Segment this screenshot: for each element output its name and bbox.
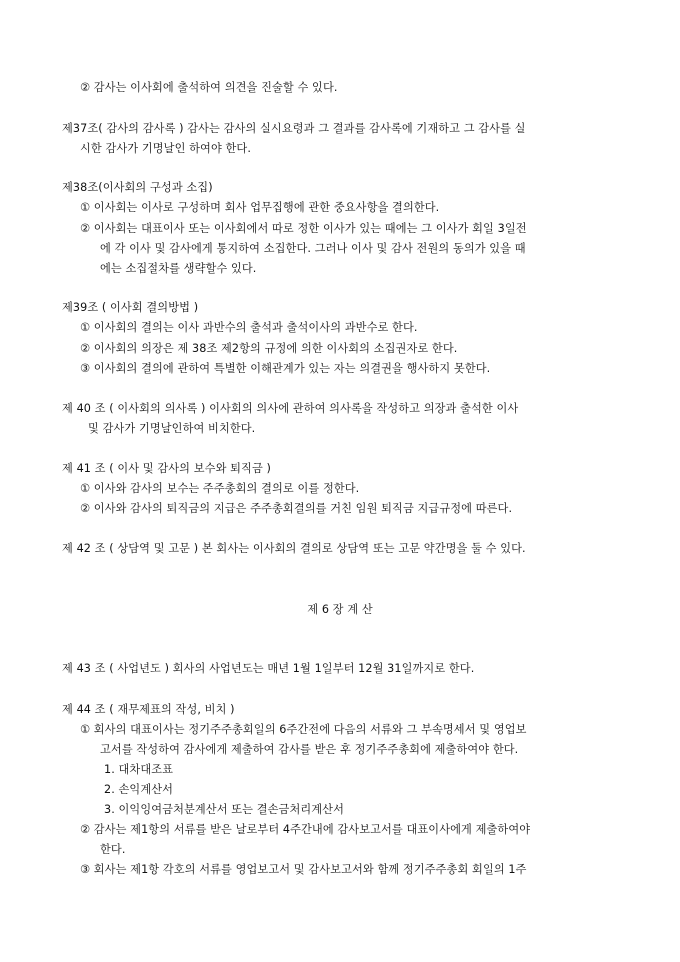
chapter-6-heading: 제 6 장 계 산 <box>307 603 373 616</box>
text-line: ① 이사와 감사의 보수는 주주총회의 결의로 이를 정한다. <box>80 482 360 495</box>
text-line: ① 회사의 대표이사는 정기주주총회일의 6주간전에 다음의 서류와 그 부속명세서 및 영업보 <box>80 723 527 736</box>
text-line: ③ 이사회의 결의에 관하여 특별한 이해관계가 있는 자는 의결권을 행사하지 못한다. <box>80 362 491 375</box>
text-line: 및 감사가 기명날인하여 비치한다. <box>88 422 256 435</box>
text-line: ② 감사는 제1항의 서류를 받은 날로부터 4주간내에 감사보고서를 대표이사에게 제출하여야 <box>80 823 531 836</box>
text-line: 한다. <box>100 843 126 856</box>
list-item: 3. 이익잉여금처분계산서 또는 결손금처리계산서 <box>104 803 344 816</box>
text-line: 에는 소집절차를 생략할수 있다. <box>100 262 257 275</box>
article-39-heading: 제39조 ( 이사회 결의방법 ) <box>62 301 199 314</box>
text-line: ① 이사회의 결의는 이사 과반수의 출석과 출석이사의 과반수로 한다. <box>80 321 418 334</box>
text-line: ② 이사회의 의장은 제 38조 제2항의 규정에 의한 이사회의 소집권자로 한다. <box>80 342 458 355</box>
text-line: ② 이사회는 대표이사 또는 이사회에서 따로 정한 이사가 있는 때에는 그 이사가 회일 3일전 <box>80 222 527 235</box>
article-40-heading: 제 40 조 ( 이사회의 의사록 ) 이사회의 의사에 관하여 의사록을 작성하고 의장과 출석한 이사 <box>62 402 519 415</box>
text-line: ① 이사회는 이사로 구성하며 회사 업무집행에 관한 중요사항을 결의한다. <box>80 201 440 214</box>
article-38-heading: 제38조(이사회의 구성과 소집) <box>62 181 213 194</box>
text-line: ③ 회사는 제1항 각호의 서류를 영업보고서 및 감사보고서와 함께 정기주주총회 회일의 1주 <box>80 863 527 876</box>
article-43-heading: 제 43 조 ( 사업년도 ) 회사의 사업년도는 매년 1월 1일부터 12월 31일까지로 한다. <box>62 662 475 675</box>
text-line: 시한 감사가 기명날인 하여야 한다. <box>80 142 251 155</box>
text-line: ② 이사와 감사의 퇴직금의 지급은 주주총회결의를 거친 임원 퇴직금 지급규정에 따른다. <box>80 502 513 515</box>
article-37-heading: 제37조( 감사의 감사록 ) 감사는 감사의 실시요령과 그 결과를 감사록에 기재하고 그 감사를 실 <box>62 122 526 135</box>
article-44-heading: 제 44 조 ( 재무제표의 작성, 비치 ) <box>62 703 235 716</box>
article-41-heading: 제 41 조 ( 이사 및 감사의 보수와 퇴직금 ) <box>62 462 271 475</box>
list-item: 2. 손익계산서 <box>104 783 174 796</box>
article-42-heading: 제 42 조 ( 상담역 및 고문 ) 본 회사는 이사회의 결의로 상담역 또는 고문 약간명을 둘 수 있다. <box>62 542 526 555</box>
list-item: 1. 대차대조표 <box>104 763 174 776</box>
text-line: ② 감사는 이사회에 출석하여 의견을 진술할 수 있다. <box>80 81 338 94</box>
text-line: 고서를 작성하여 감사에게 제출하여 감사를 받은 후 정기주주총회에 제출하여야 한다. <box>100 743 519 756</box>
text-line: 에 각 이사 및 감사에게 통지하여 소집한다. 그러나 이사 및 감사 전원의 동의가 있을 때 <box>100 242 526 255</box>
